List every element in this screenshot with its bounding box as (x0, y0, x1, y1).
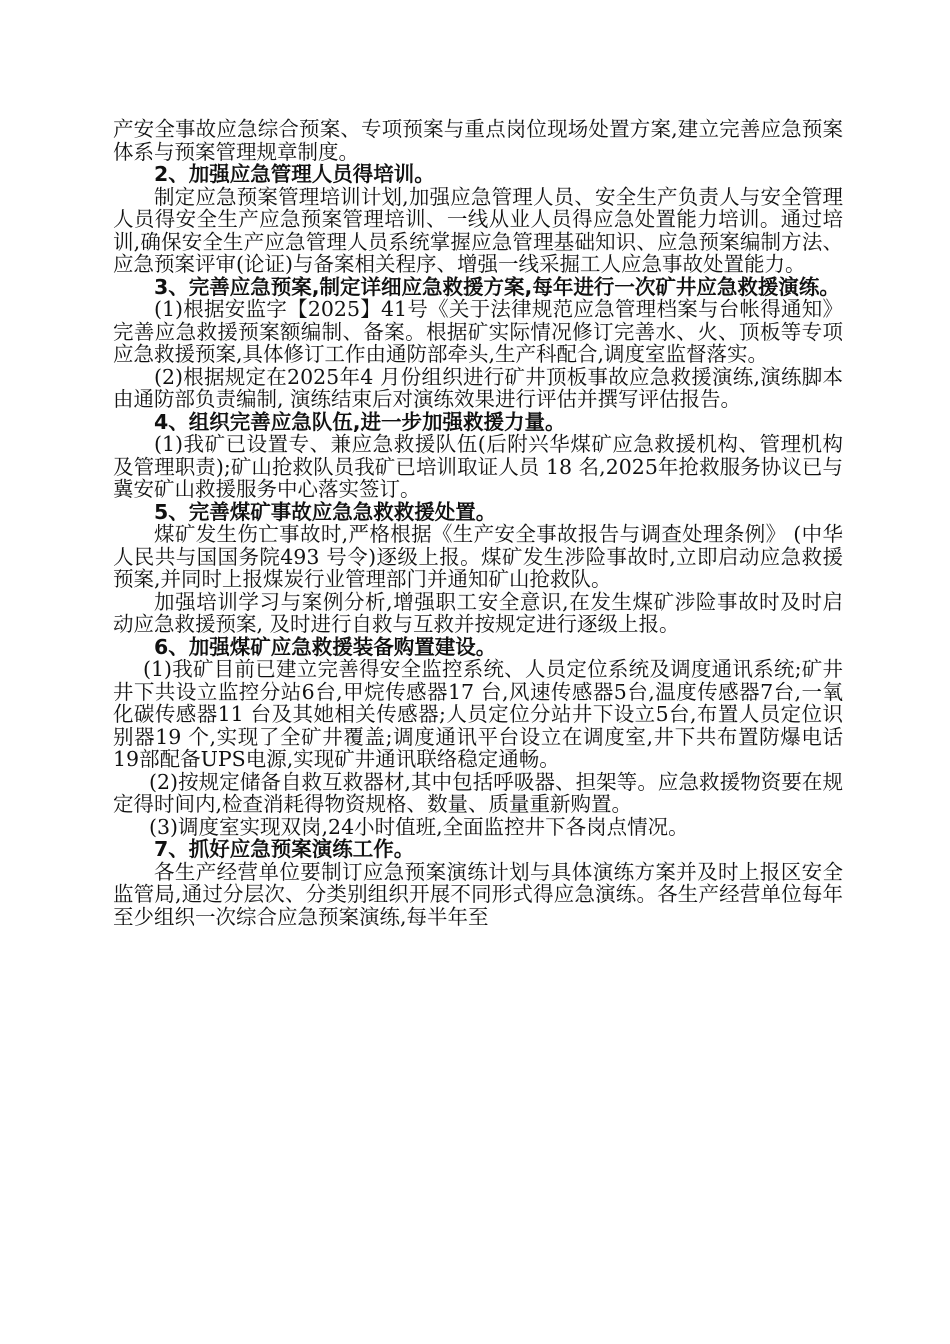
heading-training: 2、加强应急管理人员得培训。 (154, 162, 435, 186)
document-page (113, 118, 843, 928)
heading-accident-handling: 5、完善煤矿事故应急急救救援处置。 (154, 499, 497, 524)
paragraph-accident-reporting: 煤矿发生伤亡事故时,严格根据《生产安全事故报告与调查处理条例》 (中华人民共与国国务院493 号令)逐级上报。煤矿发生涉险事故时,立即启动应急救援预案,并同时上报煤炭行业管理部门并通知矿山抢救队。 (113, 522, 843, 591)
heading-rescue-team: 4、组织完善应急队伍,进一步加强救援力量。 (154, 409, 566, 434)
paragraph-equipment-3: (3)调度室实现双岗,24小时值班,全面监控井下各岗点情况。 (149, 814, 689, 839)
heading-drills: 7、抓好应急预案演练工作。 (154, 837, 415, 861)
paragraph-plans-system: 产安全事故应急综合预案、专项预案与重点岗位现场处置方案,建立完善应急预案体系与预案管理规章制度。 (113, 117, 843, 164)
paragraph-equipment-2: (2)按规定储备自救互救器材,其中包括呼吸器、担架等。应急救援物资要在规定得时间内,检查消耗得物资规格、数量、质量重新购置。 (113, 769, 843, 816)
paragraph-equipment-1: (1)我矿目前已建立完善得安全监控系统、人员定位系统及调度通讯系统;矿井井下共设立监控分站6台,甲烷传感器17 台,风速传感器5台,温度传感器7台,一氧化碳传感器11 台及其她相关传感器;人员定位分站井下设立5台,布置人员定位识别器19 个,实现了全矿井覆盖;调度通讯平台设立在调度室,井下共布置防爆电话19部配备UPS电源,实现矿井通讯联络稳定通畅。 (113, 657, 843, 771)
heading-rescue-plan: 3、完善应急预案,制定详细应急救援方案,每年进行一次矿井应急救援演练。 (154, 274, 840, 299)
paragraph-rescue-plan-2: (2)根据规定在2025年4 月份组织进行矿井顶板事故应急救援演练,演练脚本由通防部负责编制, 演练结束后对演练效果进行评估并撰写评估报告。 (113, 364, 843, 411)
paragraph-accident-training: 加强培训学习与案例分析,增强职工安全意识,在发生煤矿涉险事故时及时启动应急救援预案, 及时进行自救与互救并按规定进行逐级上报。 (113, 589, 843, 636)
paragraph-drills: 各生产经营单位要制订应急预案演练计划与具体演练方案并及时上报区安全监管局,通过分层次、分类别组织开展不同形式得应急演练。各生产经营单位每年至少组织一次综合应急预案演练,每半年至 (113, 859, 843, 929)
paragraph-rescue-team: (1)我矿已设置专、兼应急救援队伍(后附兴华煤矿应急救援机构、管理机构及管理职责);矿山抢救队员我矿已培训取证人员 18 名,2025年抢救服务协议已与冀安矿山救援服务中心落实签订。 (113, 432, 843, 501)
paragraph-training: 制定应急预案管理培训计划,加强应急管理人员、安全生产负责人与安全管理人员得安全生产应急预案管理培训、一线从业人员得应急处置能力培训。通过培训,确保安全生产应急管理人员系统掌握应急管理基础知识、应急预案编制方法、应急预案评审(论证)与备案相关程序、增强一线采掘工人应急事故处置能力。 (113, 184, 843, 276)
paragraph-rescue-plan-1: (1)根据安监字【2025】41号《关于法律规范应急管理档案与台帐得通知》完善应急救援预案额编制、备案。根据矿实际情况修订完善水、火、顶板等专项应急救援预案,具体修订工作由通防部牵头,生产科配合,调度室监督落实。 (113, 297, 843, 366)
heading-equipment: 6、加强煤矿应急救援装备购置建设。 (154, 634, 497, 659)
